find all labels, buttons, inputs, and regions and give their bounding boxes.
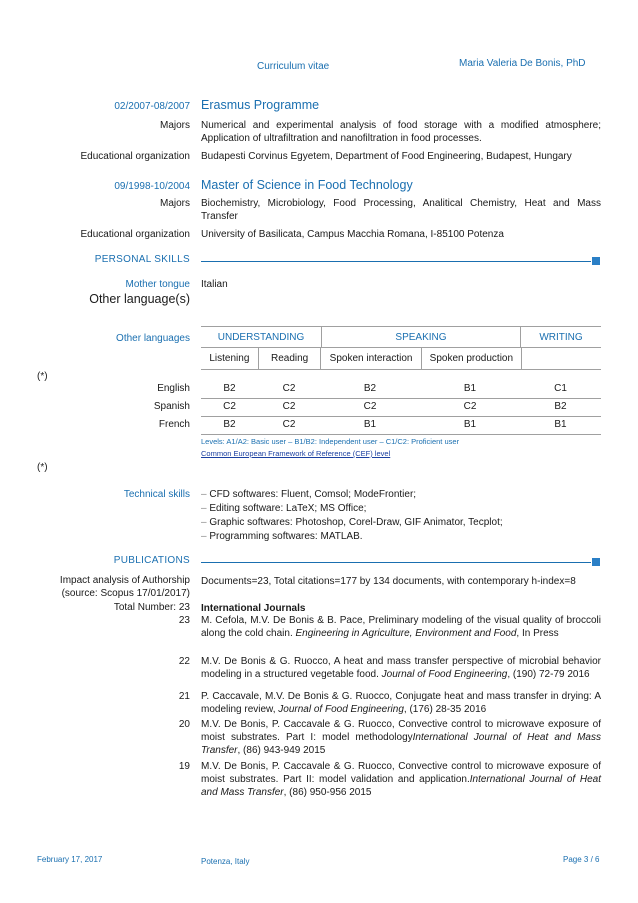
bullet-dash: – (201, 517, 207, 528)
language-french-row (201, 415, 601, 435)
technical-skills-label: Technical skills (123, 489, 190, 500)
pub-item: M.V. De Bonis, P. Caccavale & G. Ruocco, Convective control to microwave exposure of moist substrates. Part I: model methodologyInternational Journal of Heat and Mass Transfer, (86) 943-949 2015 (201, 719, 601, 756)
pub-number: 21 (178, 691, 190, 702)
spanish-reading: C2 (282, 401, 296, 412)
education-2-org-label: Educational organization (80, 229, 190, 240)
spanish-writing: B2 (554, 401, 567, 412)
asterisk-note: (*) (37, 371, 48, 382)
mother-tongue-value: Italian (201, 279, 228, 290)
pub-number: 20 (178, 719, 190, 730)
bullet-dash: – (201, 531, 207, 542)
spoken-production-header: Spoken production (421, 347, 521, 370)
other-languages-label: Other languages (116, 333, 190, 344)
publications-heading: PUBLICATIONS (113, 555, 190, 566)
pub-item: M.V. De Bonis & G. Ruocco, A heat and mass transfer perspective of microbial behavior modeling in a structured vegetable food. Journal of Food Engineering, (190) 72-79 2016 (201, 656, 601, 680)
english-writing: C1 (554, 383, 567, 394)
bullet-dash: – (201, 489, 207, 500)
cv-title: Curriculum vitae (257, 61, 330, 72)
impact-label-1: Impact analysis of Authorship (59, 575, 190, 586)
spanish-listening: C2 (223, 401, 236, 412)
english-production: B1 (463, 383, 477, 394)
personal-skills-heading: PERSONAL SKILLS (94, 254, 190, 265)
mother-tongue-label: Mother tongue (125, 279, 190, 290)
english-interaction: B2 (363, 383, 377, 394)
writing-header: WRITING (521, 327, 602, 348)
footer-page: Page 3 / 6 (563, 855, 600, 864)
education-2-majors-label: Majors (159, 198, 190, 209)
spanish-production: C2 (463, 401, 477, 412)
education-2-title: Master of Science in Food Technology (201, 178, 413, 192)
language-spanish-row (201, 397, 601, 417)
cef-link[interactable]: Common European Framework of Reference (CEF) level (201, 449, 391, 458)
section-square (592, 558, 600, 566)
spoken-interaction-header: Spoken interaction (321, 347, 421, 370)
education-1-org-label: Educational organization (80, 151, 190, 162)
bullet-dash: – (201, 503, 207, 514)
education-2-dates: 09/1998-10/2004 (114, 181, 190, 192)
french-writing: B1 (554, 419, 567, 430)
pub-number: 23 (178, 615, 190, 626)
language-table-subheader (201, 347, 601, 370)
english-reading: C2 (282, 383, 296, 394)
pub-item: P. Caccavale, M.V. De Bonis & G. Ruocco, Conjugate heat and mass transfer in drying: A modeling review, Journal of Food Engineering, (176) 28-35 2016 (201, 691, 601, 715)
education-1-dates: 02/2007-08/2007 (114, 101, 190, 112)
education-1-majors-label: Majors (159, 120, 190, 131)
impact-text: Documents=23, Total citations=177 by 134 documents, with contemporary h-index=8 (201, 576, 576, 587)
language-english-row (201, 379, 601, 399)
education-2-org: University of Basilicata, Campus Macchia Romana, I-85100 Potenza (201, 229, 504, 240)
education-1-org: Budapesti Corvinus Egyetem, Department of Food Engineering, Budapest, Hungary (201, 151, 572, 162)
language-table-header (201, 326, 601, 348)
language-spanish-name: Spanish (153, 401, 190, 412)
section-rule (201, 562, 591, 563)
technical-item: – Programming softwares: MATLAB. (201, 531, 363, 542)
french-production: B1 (463, 419, 477, 430)
other-languages-title: Other language(s) (89, 292, 190, 306)
pub-number: 19 (178, 761, 190, 772)
technical-skills-list (201, 488, 601, 544)
reading-header: Reading (258, 347, 321, 370)
technical-item: – CFD softwares: Fluent, Comsol; ModeFrontier; (201, 489, 417, 500)
spanish-interaction: C2 (363, 401, 377, 412)
levels-note: Levels: A1/A2: Basic user – B1/B2: Independent user – C1/C2: Proficient user (201, 437, 460, 446)
french-reading: C2 (282, 419, 296, 430)
writing-subheader (522, 347, 601, 370)
english-listening: B2 (223, 383, 236, 394)
journals-heading: International Journals (201, 603, 306, 614)
language-french-name: French (158, 419, 190, 430)
footer-place: Potenza, Italy (201, 857, 250, 866)
footer-date: February 17, 2017 (37, 855, 103, 864)
listening-header: Listening (201, 347, 258, 370)
speaking-header: SPEAKING (322, 327, 521, 348)
language-english-name: English (157, 383, 190, 394)
education-1-title: Erasmus Programme (201, 98, 320, 112)
section-rule (201, 261, 591, 262)
asterisk-note-2: (*) (37, 462, 48, 473)
french-interaction: B1 (363, 419, 377, 430)
understanding-header: UNDERSTANDING (201, 327, 322, 348)
total-number-label: Total Number: 23 (113, 602, 190, 613)
education-2-majors: Biochemistry, Microbiology, Food Processing, Analitical Chemistry, Heat and Mass Transfer (201, 198, 601, 222)
section-square (592, 257, 600, 265)
technical-item: – Editing software: LaTeX; MS Office; (201, 503, 367, 514)
impact-label-2: (source: Scopus 17/01/2017) (61, 588, 190, 599)
french-listening: B2 (223, 419, 236, 430)
author-name: Maria Valeria De Bonis, PhD (459, 58, 586, 69)
pub-item: M.V. De Bonis, P. Caccavale & G. Ruocco, Convective control to microwave exposure of moist substrates. Part II: model validation and application.International Journal of Heat and Mass Transfer, (86) 950-956 2015 (201, 761, 601, 798)
pub-item: M. Cefola, M.V. De Bonis & B. Pace, Preliminary modeling of the visual quality of broccoli along the cold chain. Engineering in Agriculture, Environment and Food, In Press (201, 615, 601, 639)
technical-item: – Graphic softwares: Photoshop, Corel-Draw, GIF Animator, Tecplot; (201, 517, 503, 528)
education-1-majors: Numerical and experimental analysis of food storage with a modified atmosphere; Application of ultrafiltration and nanofiltration in food processes. (201, 120, 601, 144)
pub-number: 22 (178, 656, 190, 667)
